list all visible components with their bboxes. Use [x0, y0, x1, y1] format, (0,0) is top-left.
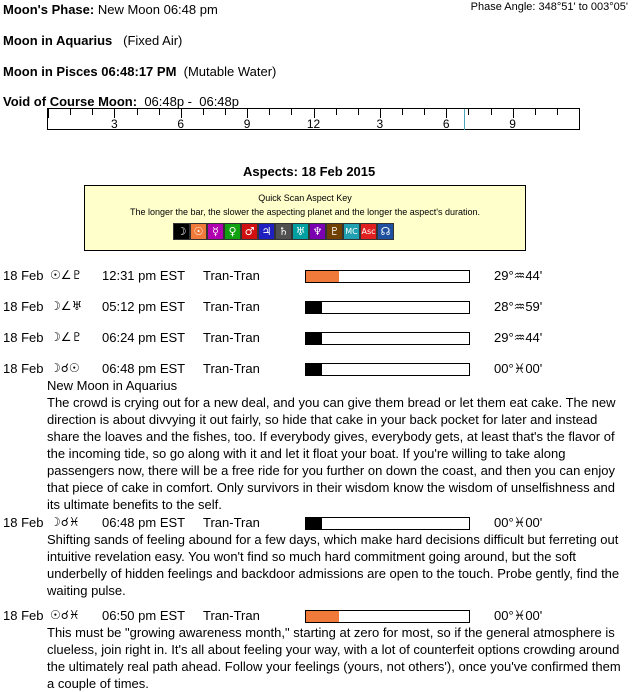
aspect-position: 29°♒44' — [494, 330, 543, 345]
aspect-description-title: New Moon in Aquarius — [47, 378, 178, 393]
aspect-glyphs-icon: ☽☌☉ — [50, 361, 80, 375]
aspect-time: 06:50 pm EST — [102, 608, 186, 623]
aspect-time: 12:31 pm EST — [102, 268, 186, 283]
aspect-type: Tran-Tran — [203, 608, 260, 623]
voc-value: 06:48p - 06:48p — [144, 94, 240, 109]
aspect-key-planet-icon: ♂ — [241, 223, 258, 240]
aspect-date: 18 Feb — [3, 268, 44, 283]
aspect-position: 28°♒59' — [494, 299, 543, 314]
aspect-duration-bar — [305, 363, 470, 376]
aspect-duration-bar — [305, 301, 470, 314]
aspect-duration-bar — [305, 610, 470, 623]
void-of-course-marker — [464, 109, 465, 130]
timeline-tick — [557, 109, 558, 115]
timeline-tick — [137, 109, 138, 115]
aspect-description-text: The crowd is crying out for a new deal, and you can give them bread or let them eat cake. The new direction is about divvying it out fairly, so hide that cake in your back pocket for later and instead share the loaves and the fishes, too. If everybody gives, everybody gets, at least that's the flavor of the incoming tide, so go along with it and let it float your boat. If you're willing to take along passengers now, there will be a free ride for you further on down the coast, and then you can enjoy that piece of cake in comfort. Only survivors in their wisdom know the wisdom of unselfishness and its ultimate benefits to the self. — [47, 395, 616, 512]
phase-angle — [471, 1, 628, 13]
aspect-description — [47, 531, 627, 599]
timeline-tick — [491, 109, 492, 115]
aspect-type: Tran-Tran — [203, 330, 260, 345]
aspect-date: 18 Feb — [3, 515, 44, 530]
timeline-tick — [579, 109, 580, 118]
aspect-position: 00°♓00' — [494, 515, 543, 530]
aspect-time: 06:24 pm EST — [102, 330, 186, 345]
timeline-hour-label: 3 — [376, 117, 384, 131]
aspect-key-planets — [173, 223, 394, 240]
void-of-course — [3, 94, 239, 109]
aspect-duration-fill — [306, 302, 322, 313]
timeline-tick — [468, 109, 469, 115]
timeline-hour-label: 9 — [509, 117, 516, 131]
aspect-duration-fill — [306, 333, 322, 344]
moon-phase-value: New Moon 06:48 pm — [97, 2, 218, 17]
aspect-glyphs-icon: ☽☌♓ — [50, 515, 80, 529]
aspect-key-planet-icon: ♀ — [224, 223, 241, 240]
aspect-glyphs-icon: ☽∠♅ — [50, 299, 83, 313]
aspect-key-box — [84, 185, 526, 251]
aspect-description-text: This must be "growing awareness month," starting at zero for most, so if the general atmosphere is clueless, join right in. It's all about feeling your way, with a lot of counterfeit options crowding around the ultimately real path ahead. Follow your feelings (yours, not others'), once you've confirmed them a couple of times. — [47, 625, 621, 691]
aspect-key-planet-icon: ☿ — [207, 223, 224, 240]
moon-sign-1-label: Moon in Aquarius — [3, 33, 113, 48]
moon-sign-1 — [3, 33, 182, 48]
aspect-type: Tran-Tran — [203, 299, 260, 314]
aspect-duration-fill — [306, 364, 322, 375]
timeline-hour-label: 6 — [442, 117, 450, 131]
aspect-key-planet-icon: ♃ — [258, 223, 275, 240]
timeline-tick — [269, 109, 270, 115]
aspect-type: Tran-Tran — [203, 268, 260, 283]
aspect-time: 05:12 pm EST — [102, 299, 186, 314]
timeline-hour-label: 3 — [111, 117, 118, 131]
timeline-tick — [225, 109, 226, 115]
aspect-key-planet-icon: ☊ — [377, 223, 394, 240]
timeline-tick — [424, 109, 425, 115]
aspect-time: 06:48 pm EST — [102, 515, 186, 530]
aspect-key-planet-icon: ☽ — [173, 223, 190, 240]
aspect-date: 18 Feb — [3, 608, 44, 623]
aspect-key-description: The longer the bar, the slower the aspecting planet and the longer the aspect's duration. — [130, 207, 480, 217]
voc-label: Void of Course Moon: — [3, 94, 138, 109]
aspect-description — [47, 377, 627, 513]
aspect-duration-bar — [305, 332, 470, 345]
phase-angle-value: 348°51' to 003°05' — [538, 1, 628, 13]
aspect-key-planet-icon: Asc — [360, 223, 377, 240]
timeline-tick — [291, 109, 292, 115]
aspect-position: 00°♓00' — [494, 361, 543, 376]
timeline-tick — [203, 109, 204, 115]
aspect-date: 18 Feb — [3, 330, 44, 345]
aspect-key-planet-icon: MC — [343, 223, 360, 240]
aspect-duration-fill — [306, 271, 339, 282]
aspect-position: 00°♓00' — [494, 608, 543, 623]
timeline-hour-label: 12 — [306, 117, 321, 131]
timeline-tick — [402, 109, 403, 115]
aspect-type: Tran-Tran — [203, 361, 260, 376]
moon-sign-2 — [3, 64, 276, 79]
aspect-date: 18 Feb — [3, 361, 44, 376]
timeline-tick — [336, 109, 337, 115]
aspect-key-planet-icon: ♆ — [309, 223, 326, 240]
timeline-tick — [159, 109, 160, 115]
aspect-date: 18 Feb — [3, 299, 44, 314]
void-of-course-timeline — [47, 108, 580, 130]
moon-phase-label: Moon's Phase: — [3, 2, 95, 17]
aspect-duration-bar — [305, 270, 470, 283]
aspect-glyphs-icon: ☉∠♇ — [50, 268, 83, 282]
moon-sign-1-quality: (Fixed Air) — [123, 33, 183, 48]
aspect-description — [47, 624, 627, 692]
timeline-hour-label: 9 — [243, 117, 251, 131]
aspect-key-planet-icon: ♇ — [326, 223, 343, 240]
timeline-tick — [535, 109, 536, 115]
moon-sign-2-label: Moon in Pisces 06:48:17 PM — [3, 64, 177, 79]
aspect-description-text: Shifting sands of feeling abound for a few days, which make hard decisions difficult but ferreting out intuitive revelation easy. You won't find so much hard commitment going around, but the soft underbelly of hidden feelings and backdoor admissions are open to the touch. Probe gently, find the waiting pulse. — [47, 532, 620, 598]
aspect-duration-bar — [305, 517, 470, 530]
moon-sign-2-quality: (Mutable Water) — [183, 64, 277, 79]
aspect-type: Tran-Tran — [203, 515, 260, 530]
phase-angle-label: Phase Angle: — [470, 1, 536, 13]
aspect-key-planet-icon: ☉ — [190, 223, 207, 240]
aspect-glyphs-icon: ☽∠♇ — [50, 330, 83, 344]
aspect-key-planet-icon: ♅ — [292, 223, 309, 240]
aspect-duration-fill — [306, 518, 322, 529]
aspect-glyphs-icon: ☉☌♓ — [50, 608, 80, 622]
aspects-title: Aspects: 18 Feb 2015 — [243, 164, 376, 179]
timeline-hour-label: 6 — [177, 117, 185, 131]
timeline-tick — [70, 109, 71, 115]
aspect-key-planet-icon: ♄ — [275, 223, 292, 240]
timeline-tick — [358, 109, 359, 115]
aspect-time: 06:48 pm EST — [102, 361, 186, 376]
aspect-position: 29°♒44' — [494, 268, 543, 283]
aspect-key-title: Quick Scan Aspect Key — [258, 193, 352, 203]
aspect-duration-fill — [306, 611, 339, 622]
moon-phase — [3, 2, 218, 17]
timeline-tick — [48, 109, 49, 118]
timeline-tick — [92, 109, 93, 115]
